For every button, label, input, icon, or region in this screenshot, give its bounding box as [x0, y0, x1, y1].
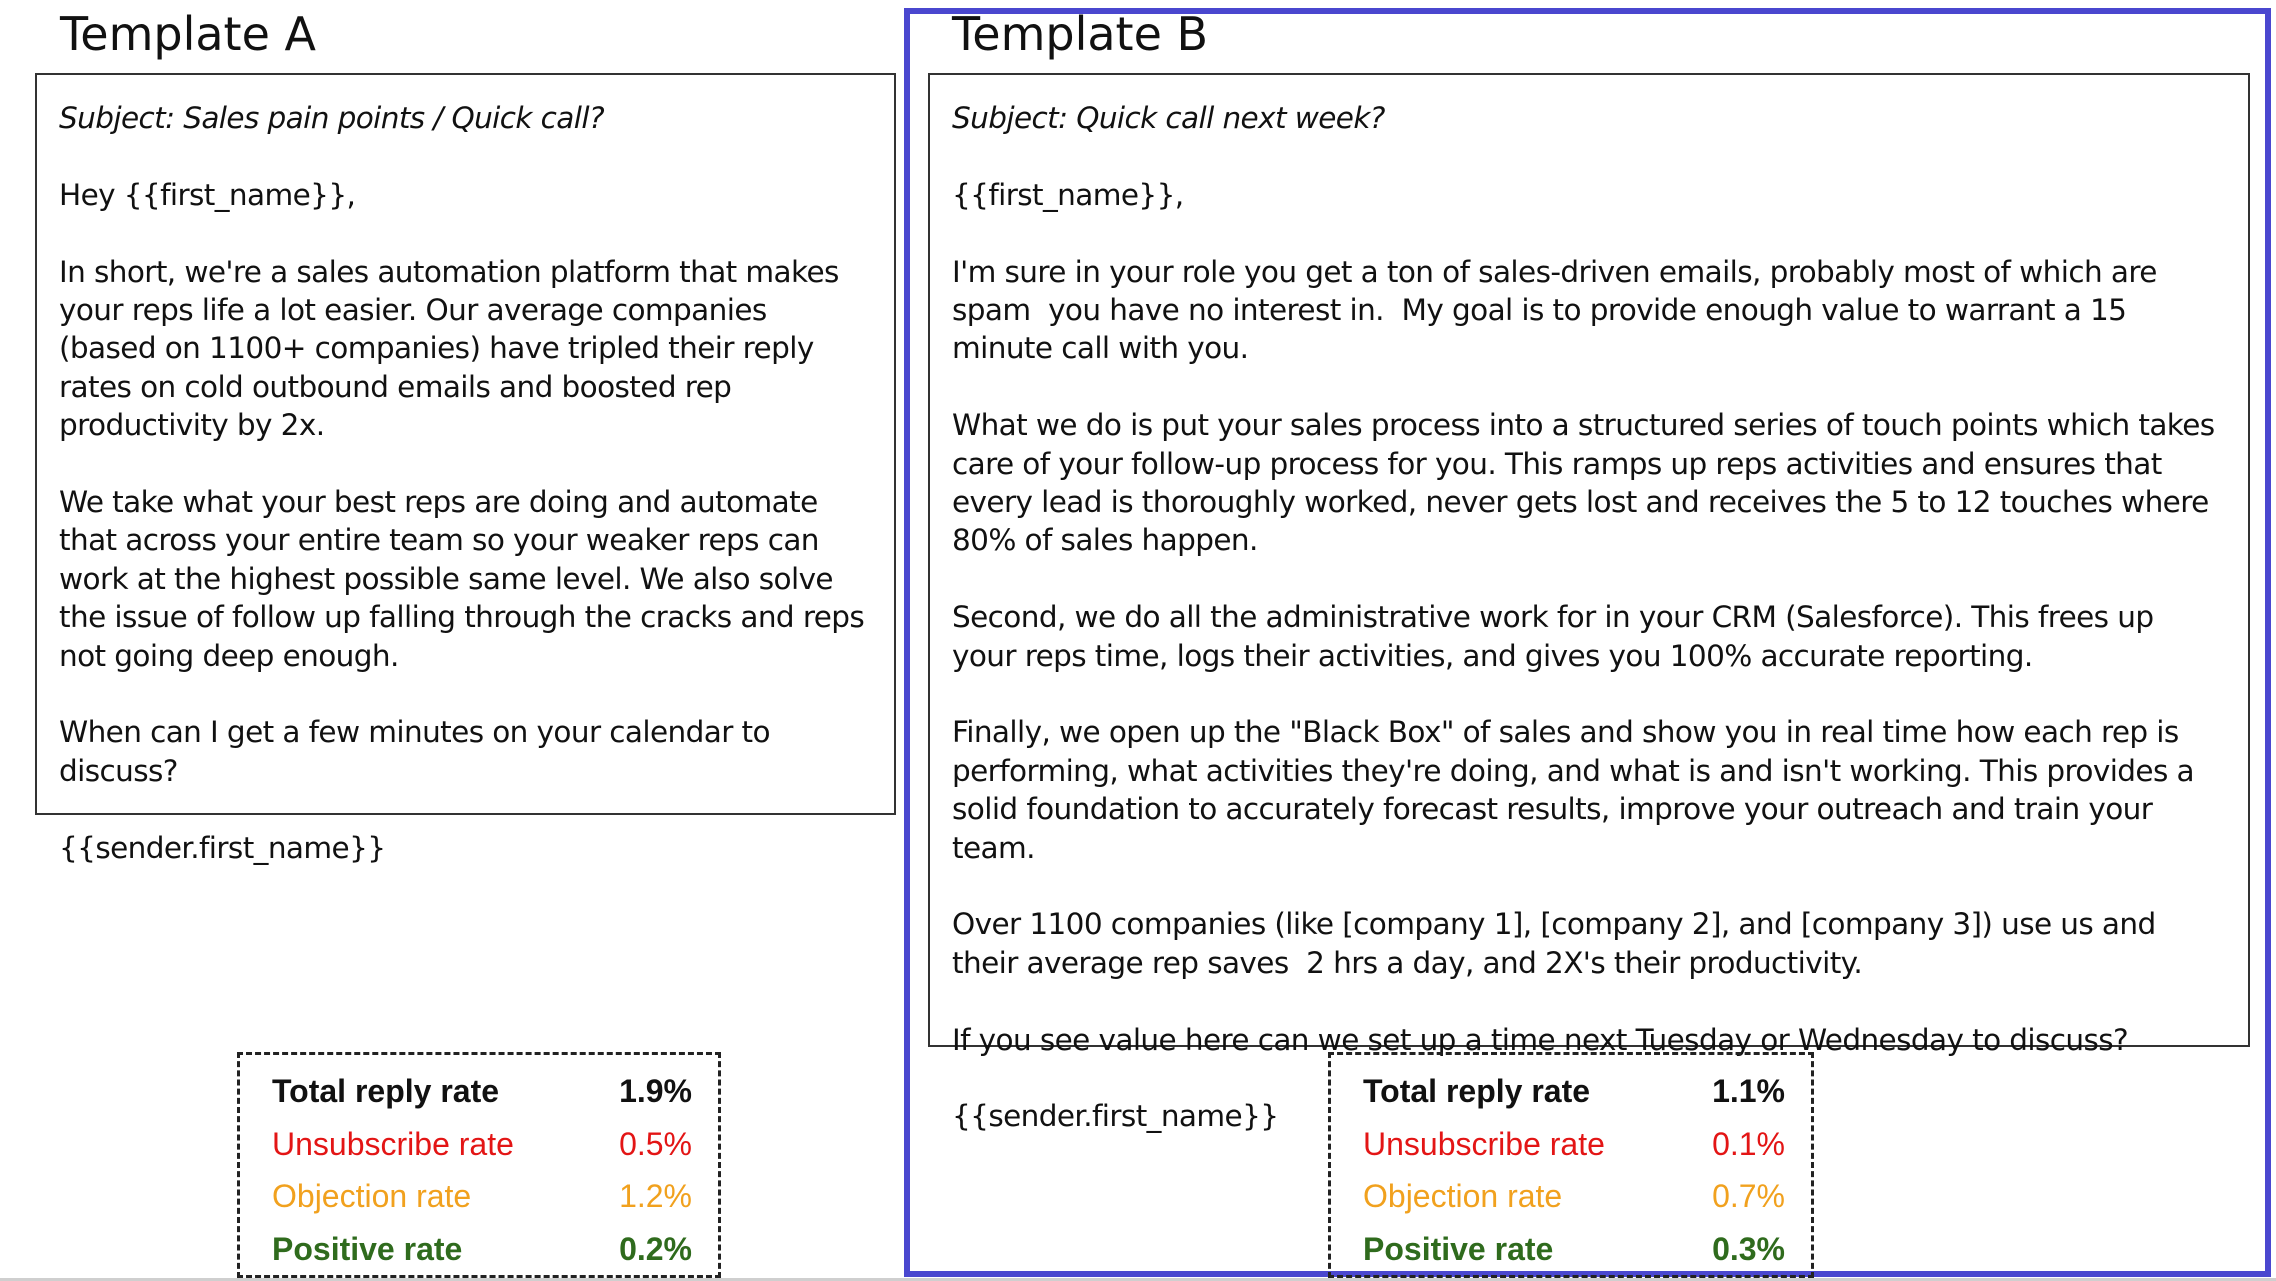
- template-b-paragraph: Over 1100 companies (like [company 1], [company 2], and [company 3]) use us and their average rep saves 2 hrs a day, and 2X's their productivity.: [952, 907, 2165, 980]
- total-reply-value: 1.9%: [619, 1073, 692, 1109]
- template-a-paragraph: In short, we're a sales automation platform that makes your reps life a lot easier. Our average companies (based on 1100+ companies) have tripled their reply rates on cold outbound emails and boosted rep productivity by 2x.: [59, 254, 848, 443]
- template-a-unsubscribe-row: [272, 1118, 692, 1171]
- total-reply-value: 1.1%: [1712, 1073, 1785, 1109]
- objection-value: 0.7%: [1712, 1178, 1785, 1214]
- template-a-email-box: [35, 73, 896, 865]
- unsubscribe-value: 0.1%: [1712, 1125, 1785, 1162]
- template-b-paragraph: I'm sure in your role you get a ton of sales-driven emails, probably most of which are spam you have no interest in. My goal is to provide enough value to warrant a 15 minute call with you.: [952, 254, 2166, 366]
- objection-value: 1.2%: [619, 1178, 692, 1214]
- template-b-paragraph: What we do is put your sales process into a structured series of touch points which takes care of your follow-up process for you. This ramps up reps activities and ensures that every lead is thoroughly worked, never gets lost and receives the 5 to 12 touches where 80% of sales happen.: [952, 408, 2224, 558]
- unsubscribe-value: 0.5%: [619, 1125, 692, 1162]
- template-a-signature: {{sender.first_name}}: [59, 830, 386, 865]
- template-b-paragraph: If you see value here can we set up a time next Tuesday or Wednesday to discuss?: [952, 1022, 2129, 1057]
- template-a-stats-box: [237, 1052, 721, 1278]
- template-a-objection-row: [272, 1170, 692, 1223]
- template-a-greeting: Hey {{first_name}},: [59, 177, 356, 212]
- template-a-positive-row: [272, 1223, 692, 1276]
- template-b-positive-row: [1363, 1223, 1785, 1276]
- unsubscribe-label: Unsubscribe rate: [1363, 1125, 1605, 1162]
- template-a-paragraph: We take what your best reps are doing and automate that across your entire team so your weaker reps can work at the highest possible same level. We also solve the issue of follow up falling through the cracks and reps not going deep enough.: [59, 485, 873, 673]
- template-b-stats-box: [1328, 1052, 1814, 1278]
- template-b-subject: Subject: Quick call next week?: [952, 101, 1385, 135]
- objection-label: Objection rate: [272, 1178, 472, 1214]
- template-b-unsubscribe-row: [1363, 1118, 1785, 1171]
- template-b-paragraph: Finally, we open up the "Black Box" of sales and show you in real time how each rep is performing, what activities they're doing, and what is and isn't working. This provides a solid foundation to accurately forecast results, improve your outreach and train your team.: [952, 715, 2203, 865]
- template-b-total-reply-row: [1363, 1065, 1785, 1118]
- template-a-subject: Subject: Sales pain points / Quick call?: [59, 101, 604, 135]
- template-b-objection-row: [1363, 1170, 1785, 1223]
- total-reply-label: Total reply rate: [272, 1073, 500, 1109]
- positive-label: Positive rate: [1363, 1230, 1554, 1267]
- template-a-paragraph: When can I get a few minutes on your calendar to discuss?: [59, 715, 779, 788]
- template-a-title: Template A: [60, 7, 316, 61]
- template-b-paragraph: Second, we do all the administrative work for in your CRM (Salesforce). This frees up your reps time, logs their activities, and gives you 100% accurate reporting.: [952, 600, 2163, 673]
- template-b-title: Template B: [952, 7, 1209, 61]
- objection-label: Objection rate: [1363, 1178, 1563, 1214]
- total-reply-label: Total reply rate: [1363, 1073, 1591, 1109]
- unsubscribe-label: Unsubscribe rate: [272, 1125, 514, 1162]
- positive-label: Positive rate: [272, 1230, 463, 1267]
- template-b-greeting: {{first_name}},: [952, 177, 1184, 212]
- positive-value: 0.3%: [1712, 1230, 1785, 1267]
- template-b-signature: {{sender.first_name}}: [952, 1099, 1279, 1134]
- positive-value: 0.2%: [619, 1230, 692, 1267]
- template-a-total-reply-row: [272, 1065, 692, 1118]
